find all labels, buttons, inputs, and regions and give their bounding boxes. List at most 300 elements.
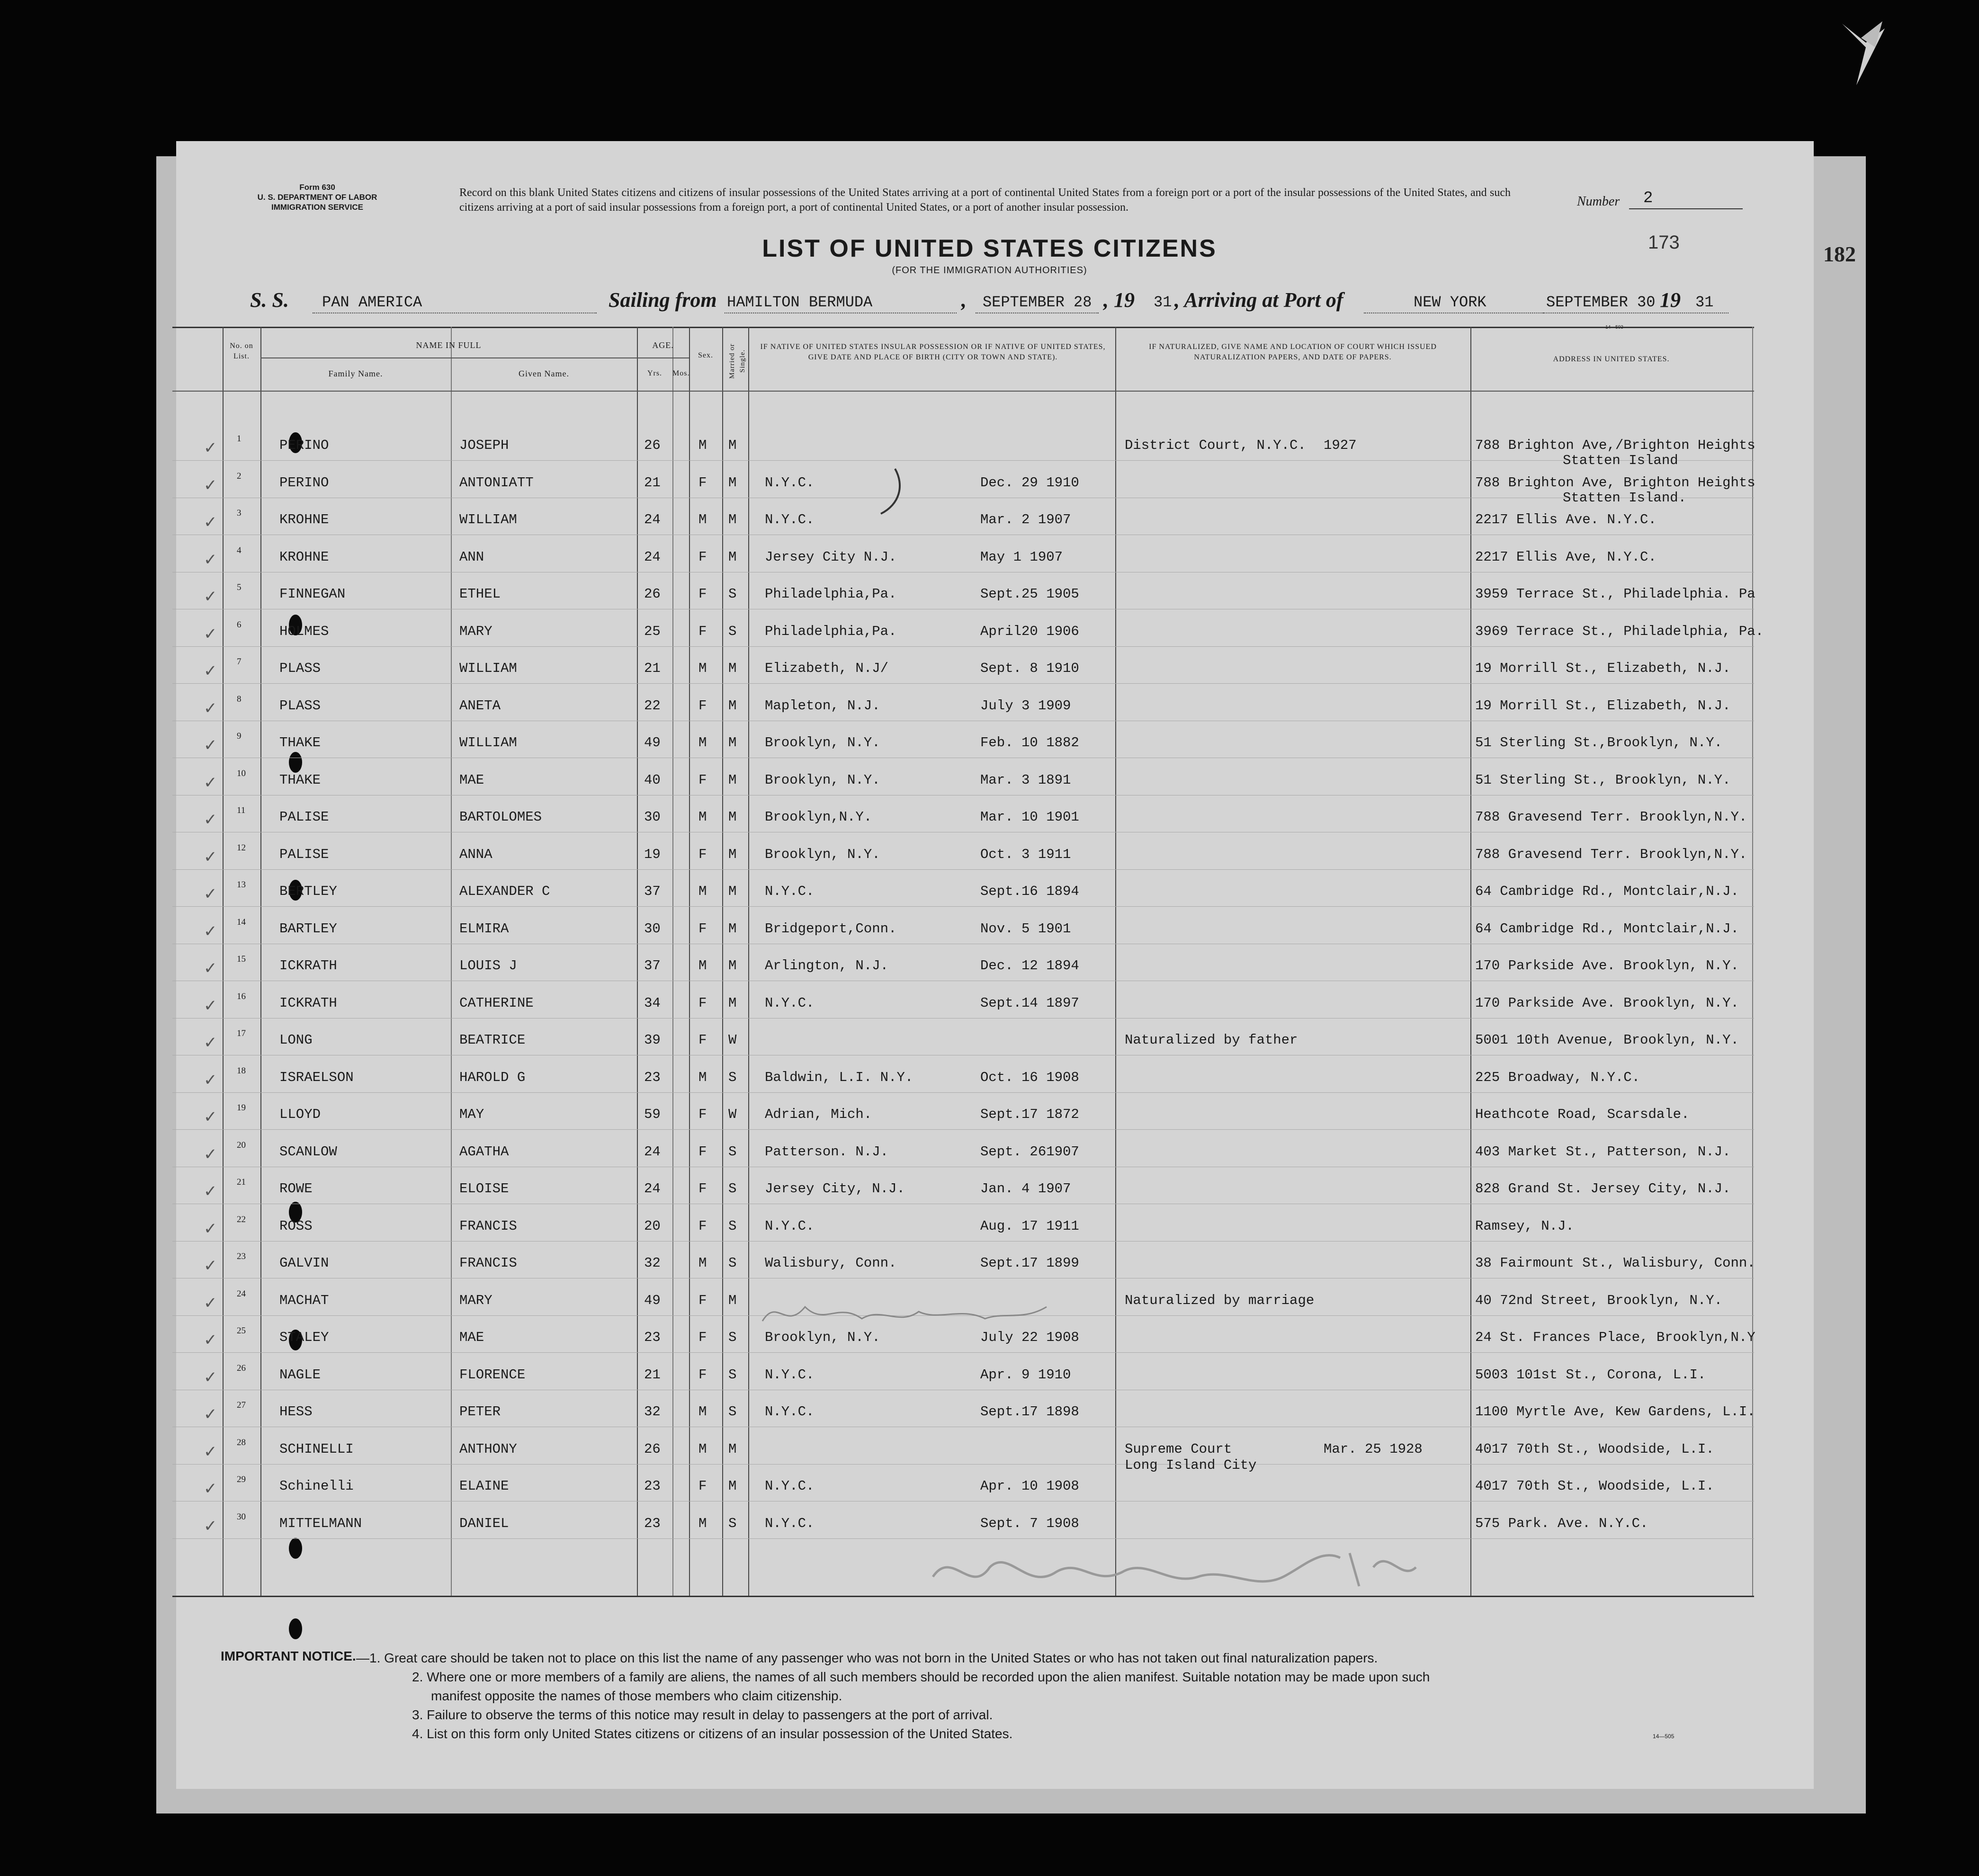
birth-place: N.Y.C.: [765, 1404, 815, 1420]
arriving-label: , Arriving at Port of: [1174, 288, 1343, 312]
naturalization-court: Naturalized by marriage: [1125, 1292, 1315, 1308]
row-number: 13: [237, 880, 246, 890]
family-name: GALVIN: [279, 1255, 329, 1271]
row-number: 18: [237, 1065, 246, 1076]
birth-place: Elizabeth, N.J/: [765, 661, 889, 676]
family-name: ICKRATH: [279, 958, 337, 974]
given-name: ANTHONY: [459, 1441, 517, 1457]
family-name: LLOYD: [279, 1107, 321, 1122]
family-name: THAKE: [279, 772, 321, 788]
sex: F: [698, 623, 707, 639]
us-address: 5001 10th Avenue, Brooklyn, N.Y.: [1475, 1032, 1739, 1048]
header-birth: IF NATIVE OF UNITED STATES INSULAR POSSESSION OR IF NATIVE OF UNITED STATES, GIVE DATE AND PLACE OF BIRTH (CITY OR TOWN AND STATE).: [760, 343, 1106, 361]
marital-status: M: [728, 920, 737, 937]
notice-heading: IMPORTANT NOTICE.: [221, 1649, 356, 1663]
ship-name: PAN AMERICA: [322, 294, 422, 311]
family-name: PERINO: [279, 438, 329, 453]
number-underline: [1629, 208, 1743, 209]
number-label: Number: [1577, 194, 1620, 209]
family-name: LONG: [279, 1032, 313, 1048]
row-divider: [172, 683, 1754, 684]
marital-status: M: [728, 1478, 737, 1494]
us-address: 828 Grand St. Jersey City, N.J.: [1475, 1181, 1731, 1197]
col-divider: [451, 327, 452, 1596]
birth-place: Brooklyn,N.Y.: [765, 809, 872, 825]
given-name: LOUIS J: [459, 958, 517, 974]
age-years: 22: [644, 697, 661, 714]
arrival-year-prefix: 19: [1660, 288, 1681, 312]
col-divider: [223, 327, 224, 1596]
age-years: 23: [644, 1515, 661, 1531]
row-divider: [172, 906, 1754, 907]
sex: F: [698, 586, 707, 602]
marital-status: M: [728, 846, 737, 862]
birth-date: Dec. 29 1910: [980, 474, 1079, 491]
sex: M: [698, 958, 707, 974]
age-years: 23: [644, 1069, 661, 1085]
given-name: ANTONIATT: [459, 474, 534, 491]
age-years: 19: [644, 846, 661, 862]
us-address: 3959 Terrace St., Philadelphia. Pa: [1475, 586, 1755, 602]
family-name: THAKE: [279, 735, 321, 750]
family-name: Schinelli: [279, 1478, 354, 1494]
check-mark-icon: ✓: [204, 1368, 217, 1386]
birth-place: N.Y.C.: [765, 474, 815, 491]
sex: F: [698, 772, 707, 788]
sex: F: [698, 995, 707, 1011]
us-address: 4017 70th St., Woodside, L.I.: [1475, 1441, 1714, 1457]
family-name: BERTLEY: [279, 884, 337, 899]
family-name: ROWE: [279, 1181, 313, 1197]
row-divider: [172, 646, 1754, 647]
us-address: 170 Parkside Ave. Brooklyn, N.Y.: [1475, 958, 1739, 974]
us-address: 38 Fairmount St., Walisbury, Conn.: [1475, 1255, 1755, 1271]
us-address: 3969 Terrace St., Philadelphia, Pa.: [1475, 623, 1764, 639]
birth-place: Brooklyn, N.Y.: [765, 846, 880, 862]
family-name: HOLMES: [279, 623, 329, 639]
sex: M: [698, 1441, 707, 1457]
header-married-single: Married or Single.: [728, 343, 746, 379]
row-number: 19: [237, 1103, 246, 1113]
birth-date: Feb. 10 1882: [980, 735, 1079, 750]
family-name: KROHNE: [279, 549, 329, 565]
check-mark-icon: ✓: [204, 997, 217, 1015]
header-name-in-full: NAME IN FULL: [416, 340, 482, 350]
birth-date: Sept. 261907: [980, 1143, 1079, 1160]
sex: F: [698, 1292, 707, 1308]
age-years: 30: [644, 809, 661, 825]
sailing-label: Sailing from: [609, 288, 717, 312]
row-number: 21: [237, 1177, 246, 1187]
handwritten-annotation: [758, 1293, 1051, 1335]
arrival-year: 31: [1695, 294, 1714, 311]
birth-date: Sept.25 1905: [980, 586, 1079, 602]
punch-hole: [289, 752, 302, 773]
us-address: 5003 101st St., Corona, L.I.: [1475, 1367, 1706, 1383]
birth-date: Oct. 16 1908: [980, 1069, 1079, 1085]
check-mark-icon: ✓: [204, 514, 217, 531]
row-number: 14: [237, 917, 246, 927]
check-mark-icon: ✓: [204, 885, 217, 903]
given-name: WILLIAM: [459, 735, 517, 750]
birth-place: Jersey City N.J.: [765, 549, 897, 565]
birth-date: Sept.17 1872: [980, 1107, 1079, 1122]
family-name: SCHINELLI: [279, 1441, 354, 1457]
age-years: 24: [644, 1143, 661, 1160]
age-years: 23: [644, 1478, 661, 1494]
birth-date: April20 1906: [980, 623, 1079, 639]
us-address: 4017 70th St., Woodside, L.I.: [1475, 1478, 1714, 1494]
family-name: ICKRATH: [279, 995, 337, 1011]
comma: ,: [961, 288, 967, 312]
marital-status: S: [728, 1181, 737, 1197]
birth-date: Aug. 17 1911: [980, 1218, 1079, 1234]
family-name: PLASS: [279, 661, 321, 676]
family-name: ROSS: [279, 1218, 313, 1234]
naturalization-court-line-2: Long Island City: [1125, 1457, 1257, 1473]
marital-status: S: [728, 586, 737, 602]
marital-status: M: [728, 661, 737, 676]
us-address: 24 St. Frances Place, Brooklyn,N.Y: [1475, 1330, 1755, 1345]
naturalization-court: District Court, N.Y.C.: [1125, 438, 1306, 453]
row-divider: [172, 1092, 1754, 1093]
marital-status: M: [728, 884, 737, 899]
age-years: 24: [644, 1181, 661, 1197]
naturalization-date: Mar. 25 1928: [1324, 1441, 1423, 1457]
col-divider: [722, 327, 723, 1596]
age-years: 26: [644, 1441, 661, 1457]
check-mark-icon: ✓: [204, 1145, 217, 1163]
marital-status: S: [728, 1367, 737, 1383]
age-years: 21: [644, 661, 661, 676]
col-divider: [672, 327, 673, 1596]
birth-place: Brooklyn, N.Y.: [765, 1330, 880, 1345]
service-name: IMMIGRATION SERVICE: [271, 203, 363, 212]
notice-line-4: 4. List on this form only United States citizens or citizens of an insular possession of the United States.: [412, 1726, 1013, 1741]
given-name: BARTOLOMES: [459, 809, 542, 825]
row-number: 16: [237, 991, 246, 1001]
us-address: 788 Gravesend Terr. Brooklyn,N.Y.: [1475, 809, 1747, 825]
sex: F: [698, 1032, 707, 1048]
us-address: 788 Gravesend Terr. Brooklyn,N.Y.: [1475, 846, 1747, 862]
header-naturalized: IF NATURALIZED, GIVE NAME AND LOCATION OF COURT WHICH ISSUED NATURALIZATION PAPERS, AND DATE OF PAPERS.: [1149, 343, 1437, 361]
given-name: MAE: [459, 772, 484, 788]
marital-status: S: [728, 623, 737, 639]
col-divider: [1115, 327, 1116, 1596]
departure-year: 31: [1154, 294, 1172, 311]
check-mark-icon: ✓: [204, 439, 217, 457]
marital-status: S: [728, 1143, 737, 1160]
check-mark-icon: ✓: [204, 922, 217, 940]
birth-place: Brooklyn, N.Y.: [765, 735, 880, 750]
row-number: 29: [237, 1474, 246, 1484]
year-prefix: , 19: [1103, 288, 1135, 312]
birth-place: Patterson. N.J.: [765, 1143, 889, 1160]
given-name: AGATHA: [459, 1143, 509, 1160]
birth-place: N.Y.C.: [765, 995, 815, 1011]
check-mark-icon: ✓: [204, 1331, 217, 1349]
us-address: 2217 Ellis Ave. N.Y.C.: [1475, 512, 1657, 527]
sex: F: [698, 1367, 707, 1383]
check-mark-icon: ✓: [204, 1517, 217, 1535]
row-number: 15: [237, 954, 246, 964]
notice-line-2b: manifest opposite the names of those members who claim citizenship.: [431, 1688, 842, 1703]
col-divider: [689, 327, 690, 1596]
sex: F: [698, 920, 707, 937]
given-name: ANN: [459, 549, 484, 565]
check-mark-icon: ✓: [204, 1183, 217, 1200]
stamp-code: 14—503: [1605, 325, 1623, 330]
row-number: 30: [237, 1511, 246, 1522]
row-number: 10: [237, 768, 246, 778]
marital-status: M: [728, 995, 737, 1011]
birth-place: N.Y.C.: [765, 1218, 815, 1234]
sex: F: [698, 549, 707, 565]
us-address: 64 Cambridge Rd., Montclair,N.J.: [1475, 920, 1739, 937]
birth-place: Adrian, Mich.: [765, 1107, 872, 1122]
sex: M: [698, 512, 707, 527]
us-address: 575 Park. Ave. N.Y.C.: [1475, 1515, 1648, 1531]
inspector-signature: [923, 1539, 1444, 1605]
sex: F: [698, 1478, 707, 1494]
sex: F: [698, 1107, 707, 1122]
header-given-name: Given Name.: [519, 369, 569, 378]
row-number: 25: [237, 1326, 246, 1336]
row-number: 20: [237, 1140, 246, 1150]
marital-status: M: [728, 474, 737, 491]
check-mark-icon: ✓: [204, 1406, 217, 1423]
marital-status: M: [728, 1441, 737, 1457]
age-years: 49: [644, 1292, 661, 1308]
check-mark-icon: ✓: [204, 960, 217, 977]
sex: M: [698, 809, 707, 825]
age-years: 37: [644, 958, 661, 974]
check-mark-icon: ✓: [204, 811, 217, 829]
row-divider: [172, 460, 1754, 461]
given-name: WILLIAM: [459, 512, 517, 527]
birth-place: Bridgeport,Conn.: [765, 920, 897, 937]
marital-status: M: [728, 512, 737, 527]
header-yrs: Yrs.: [647, 369, 663, 377]
given-name: FLORENCE: [459, 1367, 526, 1383]
birth-date: July 22 1908: [980, 1330, 1079, 1345]
row-number: 7: [237, 657, 242, 667]
birth-date: Dec. 12 1894: [980, 958, 1079, 974]
header-no: No. on List.: [230, 342, 253, 360]
marital-status: M: [728, 1292, 737, 1308]
notice-line-1: —1. Great care should be taken not to place on this list the name of any passenger who was not born in the United States or who has not taken out final naturalization papers.: [356, 1651, 1378, 1665]
age-years: 20: [644, 1218, 661, 1234]
age-years: 26: [644, 438, 661, 453]
family-name: HESS: [279, 1404, 313, 1420]
row-number: 8: [237, 694, 242, 704]
table-top-border: [172, 327, 1754, 328]
marital-status: S: [728, 1255, 737, 1271]
birth-date: Jan. 4 1907: [980, 1181, 1071, 1197]
naturalization-date: 1927: [1324, 438, 1357, 453]
birth-date: Sept. 8 1910: [980, 661, 1079, 676]
marital-status: W: [728, 1032, 737, 1048]
document-title: LIST OF UNITED STATES CITIZENS: [762, 235, 1217, 262]
sex: M: [698, 735, 707, 750]
departure-date: SEPTEMBER 28: [983, 294, 1092, 311]
table-bottom-border: [172, 1596, 1754, 1597]
given-name: FRANCIS: [459, 1255, 517, 1271]
age-years: 24: [644, 512, 661, 527]
row-divider: [172, 1129, 1754, 1130]
given-name: ALEXANDER C: [459, 884, 550, 899]
age-years: 26: [644, 586, 661, 602]
family-name: PLASS: [279, 697, 321, 714]
birth-date: Apr. 9 1910: [980, 1367, 1071, 1383]
us-address: 788 Brighton Ave, Brighton Heights: [1475, 474, 1755, 491]
sex: M: [698, 438, 707, 453]
us-address: 2217 Ellis Ave, N.Y.C.: [1475, 549, 1657, 565]
us-address-line-2: Statten Island: [1563, 453, 1678, 468]
birth-date: Sept.14 1897: [980, 995, 1079, 1011]
header-address: ADDRESS IN UNITED STATES.: [1553, 355, 1670, 363]
birth-date: July 3 1909: [980, 697, 1071, 714]
given-name: ANETA: [459, 697, 501, 714]
number-value: 2: [1643, 189, 1653, 207]
given-name: DANIEL: [459, 1515, 509, 1531]
header-sex: Sex.: [698, 351, 713, 359]
us-address: 19 Morrill St., Elizabeth, N.J.: [1475, 661, 1731, 676]
punch-hole: [289, 1618, 302, 1639]
sex: F: [698, 1143, 707, 1160]
birth-date: Sept. 7 1908: [980, 1515, 1079, 1531]
sex: M: [698, 1069, 707, 1085]
age-years: 30: [644, 920, 661, 937]
birth-date: Mar. 2 1907: [980, 512, 1071, 527]
birth-date: Sept.16 1894: [980, 884, 1079, 899]
notice-line-3: 3. Failure to observe the terms of this notice may result in delay to passengers at the port of arrival.: [412, 1707, 993, 1722]
given-name: BEATRICE: [459, 1032, 526, 1048]
birth-place: N.Y.C.: [765, 1478, 815, 1494]
birth-place: N.Y.C.: [765, 884, 815, 899]
check-mark-icon: ✓: [204, 1034, 217, 1052]
row-number: 27: [237, 1400, 246, 1410]
document-subtitle: (FOR THE IMMIGRATION AUTHORITIES): [892, 265, 1087, 276]
family-name: PALISE: [279, 846, 329, 862]
age-years: 34: [644, 995, 661, 1011]
age-years: 24: [644, 549, 661, 565]
family-name: NAGLE: [279, 1367, 321, 1383]
age-years: 39: [644, 1032, 661, 1048]
row-number: 4: [237, 545, 242, 555]
marital-status: M: [728, 958, 737, 974]
marital-status: S: [728, 1069, 737, 1085]
us-address: 40 72nd Street, Brooklyn, N.Y.: [1475, 1292, 1723, 1308]
address-bracket-mark: [867, 466, 909, 518]
form-instructions: Record on this blank United States citizens and citizens of insular possessions of the United States arriving at a port of continental United States from a foreign port or a port of the insular possessions of the United States, and such citizens arriving at a port of said insular possessions from a foreign port, a port of continental United States, or a port of another insular possession.: [459, 187, 1511, 214]
col-divider: [748, 327, 749, 1596]
age-years: 32: [644, 1404, 661, 1420]
edge-page-number: 182: [1823, 242, 1856, 266]
check-mark-icon: ✓: [204, 699, 217, 717]
row-number: 3: [237, 508, 242, 518]
marital-status: S: [728, 1515, 737, 1531]
sex: F: [698, 1218, 707, 1234]
footer-code: 14—505: [1653, 1733, 1675, 1740]
age-years: 25: [644, 623, 661, 639]
us-address: 1100 Myrtle Ave, Kew Gardens, L.I.: [1475, 1404, 1755, 1420]
header-age: AGE.: [652, 340, 674, 350]
family-name: STALEY: [279, 1330, 329, 1345]
row-number: 6: [237, 619, 242, 630]
row-number: 12: [237, 842, 246, 853]
check-mark-icon: ✓: [204, 662, 217, 680]
marital-status: M: [728, 549, 737, 565]
row-number: 2: [237, 471, 242, 481]
col-divider: [260, 327, 261, 1596]
marital-status: M: [728, 735, 737, 750]
birth-place: Mapleton, N.J.: [765, 697, 880, 714]
form-department-label: [208, 182, 426, 212]
check-mark-icon: ✓: [204, 1108, 217, 1126]
sex: M: [698, 1255, 707, 1271]
family-name: MACHAT: [279, 1292, 329, 1308]
given-name: MARY: [459, 623, 493, 639]
us-address: 51 Sterling St., Brooklyn, N.Y.: [1475, 772, 1731, 788]
birth-place: Jersey City, N.J.: [765, 1181, 905, 1197]
check-mark-icon: ✓: [204, 588, 217, 606]
age-years: 21: [644, 474, 661, 491]
notice-line-2: 2. Where one or more members of a family are aliens, the names of all such members should be recorded upon the alien manifest. Suitable notation may be made upon such: [412, 1670, 1430, 1684]
age-years: 49: [644, 735, 661, 750]
family-name: FINNEGAN: [279, 586, 346, 602]
col-divider: [1470, 327, 1471, 1596]
arrival-date: SEPTEMBER 30: [1546, 294, 1656, 311]
check-mark-icon: ✓: [204, 737, 217, 754]
check-mark-icon: ✓: [204, 774, 217, 792]
given-name: CATHERINE: [459, 995, 534, 1011]
us-address: 225 Broadway, N.Y.C.: [1475, 1069, 1640, 1085]
family-name: PERINO: [279, 474, 329, 491]
page-number: 173: [1648, 232, 1680, 253]
given-name: MAY: [459, 1107, 484, 1122]
row-divider: [172, 1352, 1754, 1353]
birth-date: Oct. 3 1911: [980, 846, 1071, 862]
birth-date: Mar. 3 1891: [980, 772, 1071, 788]
sex: M: [698, 884, 707, 899]
row-number: 23: [237, 1251, 246, 1261]
arrival-port: NEW YORK: [1414, 294, 1486, 311]
header-bottom: [172, 391, 1754, 392]
age-years: 59: [644, 1107, 661, 1122]
marital-status: S: [728, 1404, 737, 1420]
birth-place: N.Y.C.: [765, 512, 815, 527]
us-address: 170 Parkside Ave. Brooklyn, N.Y.: [1475, 995, 1739, 1011]
header-subline: [260, 357, 689, 358]
check-mark-icon: ✓: [204, 551, 217, 569]
given-name: WILLIAM: [459, 661, 517, 676]
row-number: 1: [237, 434, 242, 444]
given-name: ANNA: [459, 846, 493, 862]
birth-date: Sept.17 1899: [980, 1255, 1079, 1271]
sex: M: [698, 661, 707, 676]
marital-status: M: [728, 772, 737, 788]
punch-hole: [289, 1538, 302, 1559]
check-mark-icon: ✓: [204, 1071, 217, 1089]
birth-place: Brooklyn, N.Y.: [765, 772, 880, 788]
birth-place: Philadelphia,Pa.: [765, 623, 897, 639]
naturalization-court: Supreme Court: [1125, 1441, 1232, 1457]
given-name: ELAINE: [459, 1478, 509, 1494]
row-divider: [172, 1464, 1754, 1465]
corner-ribbon-mark: [1837, 19, 1889, 90]
sex: F: [698, 697, 707, 714]
